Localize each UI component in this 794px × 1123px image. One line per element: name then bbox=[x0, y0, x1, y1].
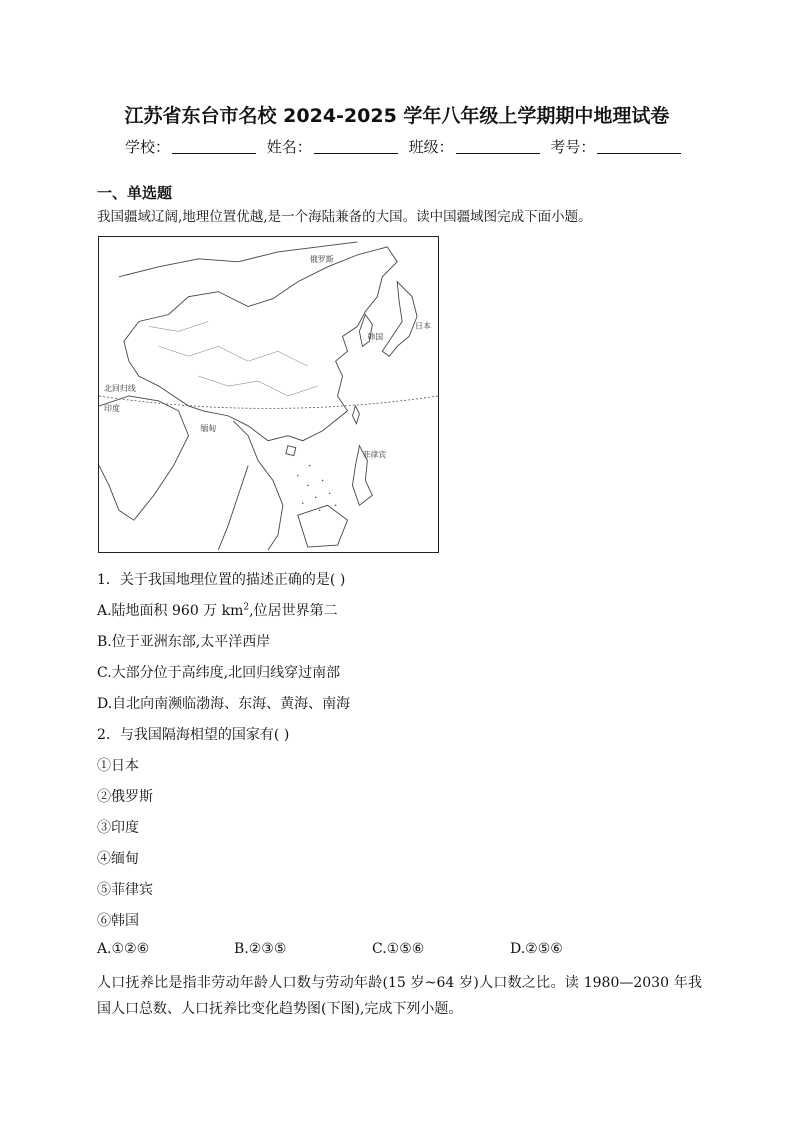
class-blank[interactable] bbox=[456, 139, 540, 154]
school-label: 学校： bbox=[125, 138, 171, 156]
dependency-ratio-paragraph: 人口抚养比是指非劳动年龄人口数与劳动年龄(15 岁~64 岁)人口数之比。读 1980—2030 年我国人口总数、人口抚养比变化趋势图(下图),完成下列小题。 bbox=[97, 975, 702, 1017]
q2-item-3: ③印度 bbox=[97, 820, 139, 836]
label-russia: 俄罗斯 bbox=[309, 254, 334, 264]
q2-item-5: ⑤菲律宾 bbox=[97, 882, 153, 898]
school-blank[interactable] bbox=[172, 139, 256, 154]
student-info-line bbox=[125, 136, 687, 157]
q2-option-a: A.①②⑥ bbox=[97, 941, 150, 957]
q1-option-b: B.位于亚洲东部,太平洋西岸 bbox=[97, 634, 271, 650]
q1-stem: 1．关于我国地理位置的描述正确的是( ) bbox=[97, 572, 346, 588]
name-label: 姓名： bbox=[266, 138, 312, 156]
intro-text: 我国疆域辽阔,地理位置优越,是一个海陆兼备的大国。读中国疆域图完成下面小题。 bbox=[97, 209, 592, 225]
japan-outline bbox=[382, 282, 417, 357]
q2-item-6: ⑥韩国 bbox=[97, 913, 139, 929]
label-myanmar: 缅甸 bbox=[200, 423, 217, 433]
q1-option-a-post: ,位居世界第二 bbox=[249, 603, 338, 619]
label-philippines: 菲律宾 bbox=[362, 450, 387, 460]
page-title: 江苏省东台市名校 2024-2025 学年八年级上学期期中地理试卷 bbox=[124, 105, 670, 127]
label-japan: 日本 bbox=[415, 321, 431, 331]
india-outline bbox=[99, 396, 188, 520]
q2-item-2: ②俄罗斯 bbox=[97, 789, 153, 805]
tropic-line bbox=[99, 396, 438, 408]
q2-option-d: D.②⑤⑥ bbox=[510, 941, 563, 957]
q1-option-c: C.大部分位于高纬度,北回归线穿过南部 bbox=[97, 665, 341, 681]
china-territory-map bbox=[98, 236, 439, 553]
indochina-outline bbox=[218, 421, 283, 550]
section-heading: 一、单选题 bbox=[97, 184, 173, 202]
q2-options bbox=[97, 941, 563, 957]
class-label: 班级： bbox=[408, 138, 454, 156]
q2-option-c: C.①⑤⑥ bbox=[372, 941, 425, 957]
label-korea: 韩国 bbox=[367, 332, 384, 342]
q1-option-a-text: A.陆地面积 960 万 km bbox=[97, 603, 244, 619]
label-india: 印度 bbox=[104, 403, 120, 413]
hainan-outline bbox=[286, 446, 296, 456]
label-tropic: 北回归线 bbox=[104, 384, 136, 394]
q2-option-b: B.②③⑤ bbox=[234, 941, 287, 957]
q2-stem: 2．与我国隔海相望的国家有( ) bbox=[97, 727, 290, 743]
name-blank[interactable] bbox=[314, 139, 398, 154]
q1-option-a bbox=[97, 600, 338, 620]
q2-item-1: ①日本 bbox=[97, 758, 139, 774]
q1-option-a-sup: 2 bbox=[243, 602, 250, 613]
q2-item-4: ④缅甸 bbox=[97, 851, 139, 867]
map-drawing bbox=[99, 237, 438, 552]
borneo-outline bbox=[298, 505, 348, 547]
china-border bbox=[124, 247, 397, 441]
number-blank[interactable] bbox=[597, 139, 681, 154]
taiwan-outline bbox=[352, 406, 359, 424]
number-label: 考号： bbox=[550, 138, 596, 156]
q1-option-d: D.自北向南濒临渤海、东海、黄海、南海 bbox=[97, 696, 351, 712]
